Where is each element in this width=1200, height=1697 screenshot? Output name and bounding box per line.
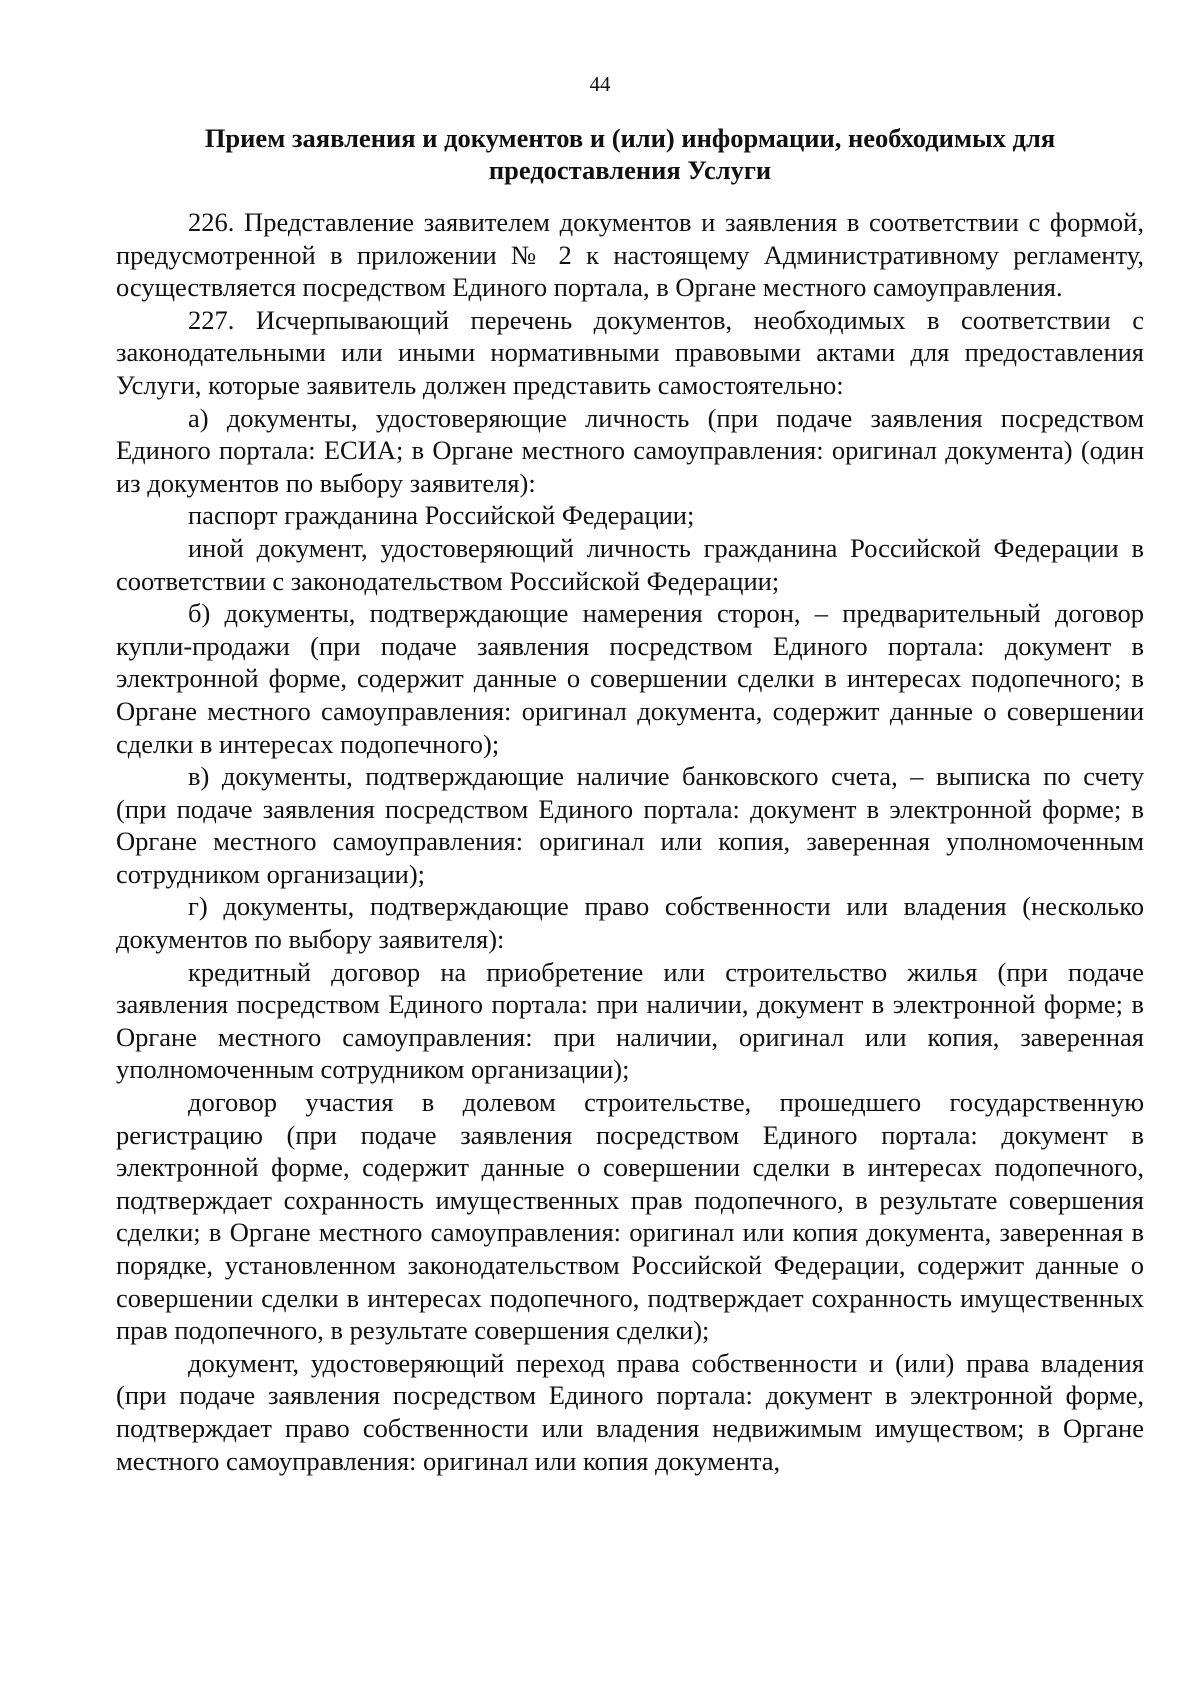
section-heading-line-2: предоставления Услуги	[488, 155, 772, 185]
list-subitem-passport: паспорт гражданина Российской Федерации;	[188, 500, 695, 531]
list-subitem-transfer-document: документ, удостоверяющий переход права собственности и (или) права владения (при подаче заявления посредством Единого портала: документ в электронной форме, подтверждает право собственности или владения недвижимым имуществом; в Органе местного самоуправления: оригинал или копия документа,	[116, 1347, 1144, 1476]
list-item-a: а) документы, удостоверяющие личность (при подаче заявления посредством Единого портала: ЕСИА; в Органе местного самоуправления: оригинал документа) (один из документов по выбору заявителя):	[116, 402, 1144, 498]
document-body	[116, 206, 1144, 1477]
list-subitem-credit-agreement: кредитный договор на приобретение или строительство жилья (при подаче заявления посредством Единого портала: при наличии, документ в электронной форме; в Органе местного самоуправления: при наличии, оригинал или копия, заверенная уполномоченным сотрудником организации);	[116, 956, 1144, 1085]
paragraph-227: 227. Исчерпывающий перечень документов, необходимых в соответствии с законодательными или иными нормативными правовыми актами для предоставления Услуги, которые заявитель должен представить самостоятельно:	[116, 304, 1144, 400]
page-number: 44	[589, 72, 611, 96]
section-heading-line-1: Прием заявления и документов и (или) информации, необходимых для	[204, 123, 1056, 153]
list-subitem-other-id: иной документ, удостоверяющий личность гражданина Российской Федерации в соответствии с законодательством Российской Федерации;	[116, 532, 1144, 596]
section-heading	[116, 122, 1144, 186]
paragraph-226: 226. Представление заявителем документов и заявления в соответствии с формой, предусмотренной в приложении № 2 к настоящему Административному регламенту, осуществляется посредством Единого портала, в Органе местного самоуправления.	[116, 207, 1144, 303]
list-item-g: г) документы, подтверждающие право собственности или владения (несколько документов по выбору заявителя):	[116, 891, 1144, 955]
list-subitem-equity-agreement: договор участия в долевом строительстве, прошедшего государственную регистрацию (при подаче заявления посредством Единого портала: документ в электронной форме, содержит данные о совершении сделки в интересах подопечного, подтверждает сохранность имущественных прав подопечного, в результате совершения сделки; в Органе местного самоуправления: оригинал или копия документа, заверенная в порядке, установленном законодательством Российской Федерации, содержит данные о совершении сделки в интересах подопечного, подтверждает сохранность имущественных прав подопечного, в результате совершения сделки);	[116, 1087, 1144, 1346]
list-item-v: в) документы, подтверждающие наличие банковского счета, – выписка по счету (при подаче заявления посредством Единого портала: документ в электронной форме; в Органе местного самоуправления: оригинал или копия, заверенная уполномоченным сотрудником организации);	[116, 761, 1144, 889]
list-item-b: б) документы, подтверждающие намерения сторон, – предварительный договор купли-продажи (при подаче заявления посредством Единого портала: документ в электронной форме, содержит данные о совершении сделки в интересах подопечного; в Органе местного самоуправления: оригинал документа, содержит данные о совершении сделки в интересах подопечного);	[116, 598, 1144, 759]
